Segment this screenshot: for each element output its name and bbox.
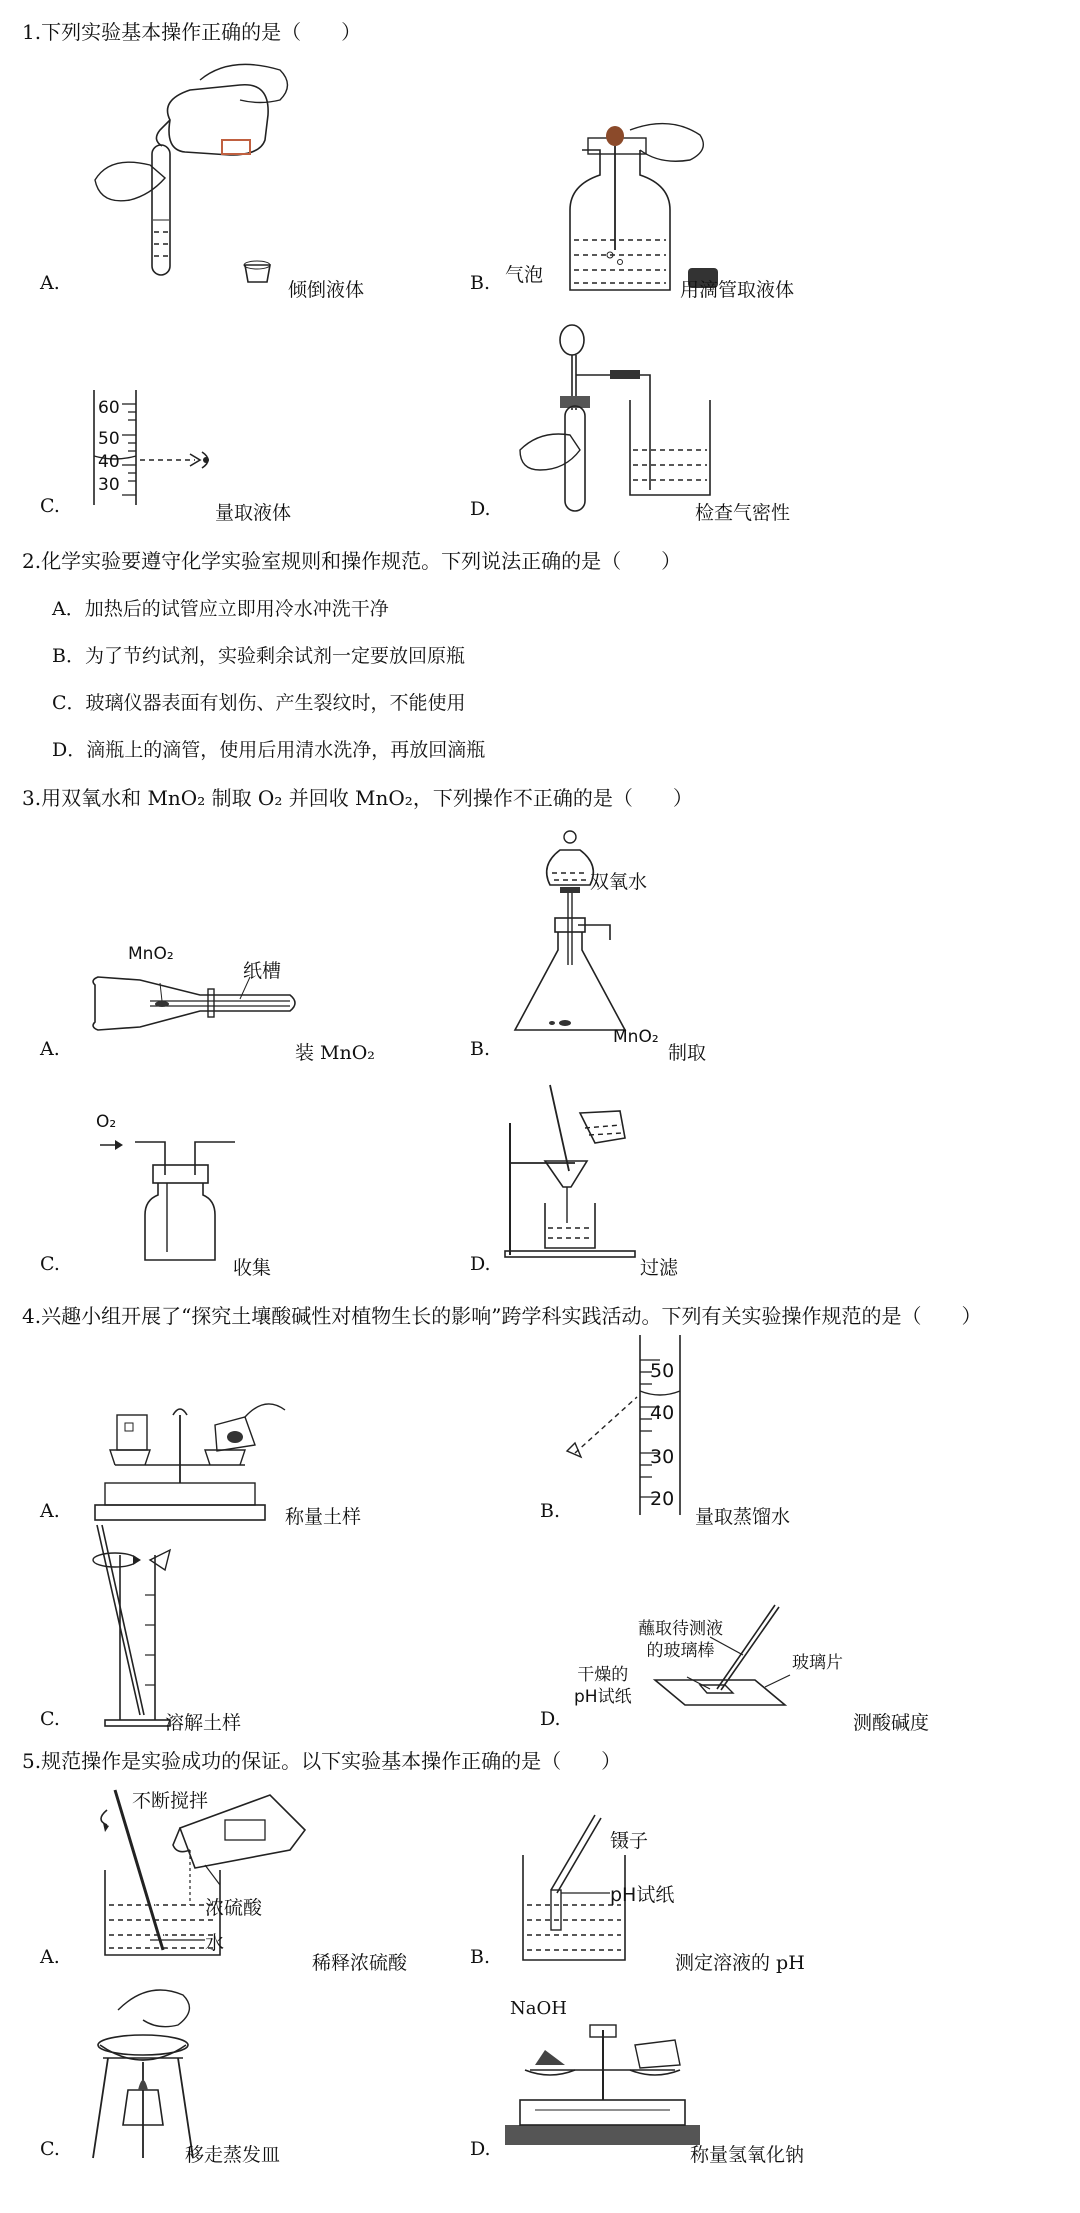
q3-d-letter: D.	[470, 1253, 491, 1275]
q4-c-letter: C.	[40, 1708, 60, 1730]
q5-a-figure	[95, 1790, 310, 1965]
q3-c-letter: C.	[40, 1253, 60, 1275]
q5-a-acid-label: 浓硫酸	[205, 1897, 263, 1919]
q3-b-h2o2-label: 双氧水	[590, 871, 648, 893]
q1-c-caption: 量取液体	[215, 502, 292, 524]
tick-50: 50	[98, 429, 120, 449]
q3-b-mno2-label: MnO₂	[613, 1027, 659, 1047]
q3-b-letter: B.	[470, 1038, 491, 1060]
q4-d-paper-label-1: 干燥的	[577, 1665, 629, 1685]
q3-a-trough-label: 纸槽	[243, 960, 282, 982]
q1-c-ticks	[98, 393, 120, 501]
q4-d-letter: D.	[540, 1708, 561, 1730]
q1-a-caption: 倾倒液体	[288, 279, 365, 301]
q3-d-figure	[505, 1083, 665, 1263]
q5-c-letter: C.	[40, 2138, 60, 2160]
q4-d-glass-label: 玻璃片	[792, 1653, 843, 1673]
q1-b-bubble-label: 气泡	[505, 264, 544, 286]
tick-30: 30	[98, 475, 120, 495]
q5-a-caption: 稀释浓硫酸	[312, 1952, 408, 1974]
q4-a-letter: A.	[40, 1500, 60, 1522]
q5-b-caption: 测定溶液的 pH	[675, 1952, 805, 1974]
q5-d-letter: D.	[470, 2138, 491, 2160]
q3-b-figure	[510, 825, 640, 1060]
q3-d-caption: 过滤	[640, 1257, 679, 1279]
q1-d-letter: D.	[470, 498, 491, 520]
q4-d-paper-label-2: pH试纸	[574, 1687, 632, 1707]
q2-option-c: C．玻璃仪器表面有划伤、产生裂纹时，不能使用	[52, 692, 466, 714]
q4-d-rod-label	[638, 1618, 723, 1662]
q4-b-ticks	[650, 1348, 674, 1522]
q1-c-letter: C.	[40, 495, 60, 517]
q5-stem: 5.规范操作是实验成功的保证。以下实验基本操作正确的是（ ）	[22, 1749, 622, 1773]
q1-stem: 1.下列实验基本操作正确的是（ ）	[22, 20, 362, 44]
q4-b-letter: B.	[540, 1500, 561, 1522]
q5-d-figure	[505, 2020, 705, 2150]
q5-c-caption: 移走蒸发皿	[185, 2144, 281, 2166]
q4-stem: 4.兴趣小组开展了“探究土壤酸碱性对植物生长的影响”跨学科实践活动。下列有关实验操作规范的是（ ）	[22, 1304, 982, 1328]
q4-b-caption: 量取蒸馏水	[695, 1506, 791, 1528]
q5-c-figure	[88, 1980, 208, 2165]
q3-c-caption: 收集	[233, 1257, 272, 1279]
q3-stem: 3.用双氧水和 MnO₂ 制取 O₂ 并回收 MnO₂，下列操作不正确的是（ ）	[22, 786, 693, 810]
q1-d-caption: 检查气密性	[695, 502, 791, 524]
q3-a-figure	[90, 975, 310, 1045]
q2-option-a: A．加热后的试管应立即用冷水冲洗干净	[52, 598, 389, 620]
q3-c-o2-label: O₂	[96, 1112, 117, 1132]
q4-d-rod-label-1: 蘸取待测液	[638, 1619, 723, 1639]
q1-b-letter: B.	[470, 272, 491, 294]
q2-option-b: B．为了节约试剂，实验剩余试剂一定要放回原瓶	[52, 645, 465, 667]
q1-a-figure	[90, 60, 340, 300]
q3-a-mno2-label: MnO₂	[128, 944, 174, 964]
q1-d-figure	[510, 320, 720, 515]
q2-stem: 2.化学实验要遵守化学实验室规则和操作规范。下列说法正确的是（ ）	[22, 549, 682, 573]
q5-b-paper-label: pH试纸	[610, 1884, 675, 1906]
q4-d-caption: 测酸碱度	[853, 1712, 930, 1734]
q4-c-caption: 溶解土样	[165, 1712, 242, 1734]
q3-a-letter: A.	[40, 1038, 60, 1060]
q4-b-figure	[565, 1335, 695, 1520]
q3-c-figure	[95, 1130, 245, 1270]
tick-60: 60	[98, 398, 120, 418]
q5-d-naoh-label: NaOH	[510, 1998, 567, 2019]
q4-a-caption: 称量土样	[285, 1506, 362, 1528]
q5-a-letter: A.	[40, 1946, 60, 1968]
tick-50: 50	[650, 1360, 675, 1382]
q5-a-water-label: 水	[205, 1932, 225, 1954]
q5-d-caption: 称量氢氧化钠	[690, 2144, 805, 2166]
q1-b-caption: 用滴管取液体	[680, 279, 795, 301]
q5-b-letter: B.	[470, 1946, 491, 1968]
q4-a-figure	[95, 1395, 285, 1525]
tick-20: 20	[650, 1488, 675, 1510]
q4-c-figure	[85, 1525, 195, 1730]
q5-b-tweezers-label: 镊子	[610, 1830, 649, 1852]
q5-a-stir-label: 不断搅拌	[132, 1790, 209, 1812]
tick-30: 30	[650, 1446, 675, 1468]
tick-40: 40	[650, 1402, 675, 1424]
q4-d-rod-label-2: 的玻璃棒	[646, 1641, 715, 1661]
q4-d-paper-label	[574, 1664, 632, 1708]
tick-40: 40	[98, 452, 120, 472]
q2-option-d: D．滴瓶上的滴管，使用后用清水洗净，再放回滴瓶	[52, 739, 486, 761]
q3-b-caption: 制取	[668, 1042, 707, 1064]
q3-a-caption: 装 MnO₂	[295, 1042, 375, 1064]
q1-a-letter: A.	[40, 272, 60, 294]
